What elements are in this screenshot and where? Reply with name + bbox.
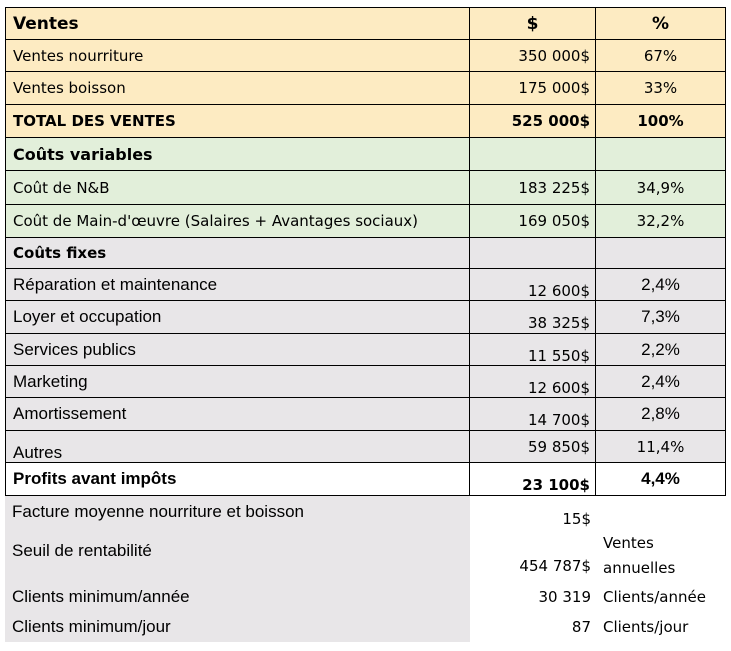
row-label: Ventes boisson	[5, 72, 470, 105]
header-label: Ventes	[5, 7, 470, 40]
metric-unit	[596, 496, 726, 529]
row-amount: 38 325$	[470, 301, 596, 334]
fixed-costs-heading-row	[5, 238, 726, 269]
metric-label: Clients minimum/jour	[5, 612, 470, 642]
row-amount: 183 225$	[470, 171, 596, 205]
row-amount: 525 000$	[470, 105, 596, 138]
row-percent: 2,8%	[596, 398, 726, 431]
section-heading: Coûts fixes	[5, 238, 470, 269]
fixed-cost-row	[5, 269, 726, 301]
section-heading: Coûts variables	[5, 138, 470, 171]
variable-cost-row	[5, 171, 726, 205]
sales-total-row	[5, 105, 726, 138]
row-percent: 7,3%	[596, 301, 726, 334]
row-percent: 4,4%	[596, 463, 726, 496]
row-percent: 100%	[596, 105, 726, 138]
row-amount: 59 850$	[470, 431, 596, 463]
row-label: Ventes nourriture	[5, 40, 470, 72]
row-label: Coût de N&B	[5, 171, 470, 205]
row-percent: 11,4%	[596, 431, 726, 463]
empty-cell	[596, 138, 726, 171]
fixed-cost-row	[5, 366, 726, 398]
row-label: Profits avant impôts	[5, 463, 470, 496]
metric-value: 15$	[562, 509, 591, 528]
empty-cell	[470, 138, 596, 171]
fixed-cost-row	[5, 431, 726, 463]
header-amount: $	[470, 7, 596, 40]
sales-row	[5, 72, 726, 105]
row-percent: 2,2%	[596, 334, 726, 366]
metric-unit	[596, 529, 726, 582]
row-label: TOTAL DES VENTES	[5, 105, 470, 138]
row-percent: 2,4%	[596, 366, 726, 398]
row-amount: 12 600$	[470, 269, 596, 301]
row-amount: 14 700$	[470, 398, 596, 431]
fixed-cost-row	[5, 398, 726, 431]
metric-value: 87	[571, 618, 591, 636]
row-label: Marketing	[5, 366, 470, 398]
variable-costs-heading-row	[5, 138, 726, 171]
sales-row	[5, 40, 726, 72]
fixed-cost-row	[5, 301, 726, 334]
row-amount: 11 550$	[470, 334, 596, 366]
metric-label: Facture moyenne nourriture et boisson	[5, 496, 470, 529]
row-percent: 33%	[596, 72, 726, 105]
metric-value: 454 787$	[519, 557, 591, 575]
row-label: Loyer et occupation	[5, 301, 470, 334]
metric-unit-line: annuelles	[603, 558, 676, 577]
header-percent: %	[596, 7, 726, 40]
row-amount: 12 600$	[470, 366, 596, 398]
row-label: Autres	[5, 431, 470, 463]
metric-unit-line: Ventes	[603, 533, 654, 552]
row-label: Amortissement	[5, 398, 470, 431]
metric-row	[5, 582, 726, 612]
row-percent: 67%	[596, 40, 726, 72]
profit-row	[5, 463, 726, 496]
row-percent: 34,9%	[596, 171, 726, 205]
metric-label: Clients minimum/année	[5, 582, 470, 612]
row-amount: 169 050$	[470, 205, 596, 238]
row-percent: 32,2%	[596, 205, 726, 238]
row-label: Réparation et maintenance	[5, 269, 470, 301]
metric-label: Seuil de rentabilité	[5, 529, 470, 582]
metric-row	[5, 496, 726, 529]
empty-cell	[596, 238, 726, 269]
empty-cell	[470, 238, 596, 269]
metric-unit: Clients/jour	[603, 618, 689, 636]
row-amount: 350 000$	[470, 40, 596, 72]
metric-row	[5, 612, 726, 642]
metric-unit: Clients/année	[603, 588, 706, 606]
fixed-cost-row	[5, 334, 726, 366]
row-amount: 175 000$	[470, 72, 596, 105]
row-percent: 2,4%	[596, 269, 726, 301]
row-amount: 23 100$	[470, 463, 596, 496]
variable-cost-row	[5, 205, 726, 238]
metric-value: 30 319	[538, 588, 591, 606]
metric-row	[5, 529, 726, 582]
row-label: Coût de Main-d'œuvre (Salaires + Avantages sociaux)	[5, 205, 470, 238]
table-header-row	[5, 7, 726, 40]
row-label: Services publics	[5, 334, 470, 366]
